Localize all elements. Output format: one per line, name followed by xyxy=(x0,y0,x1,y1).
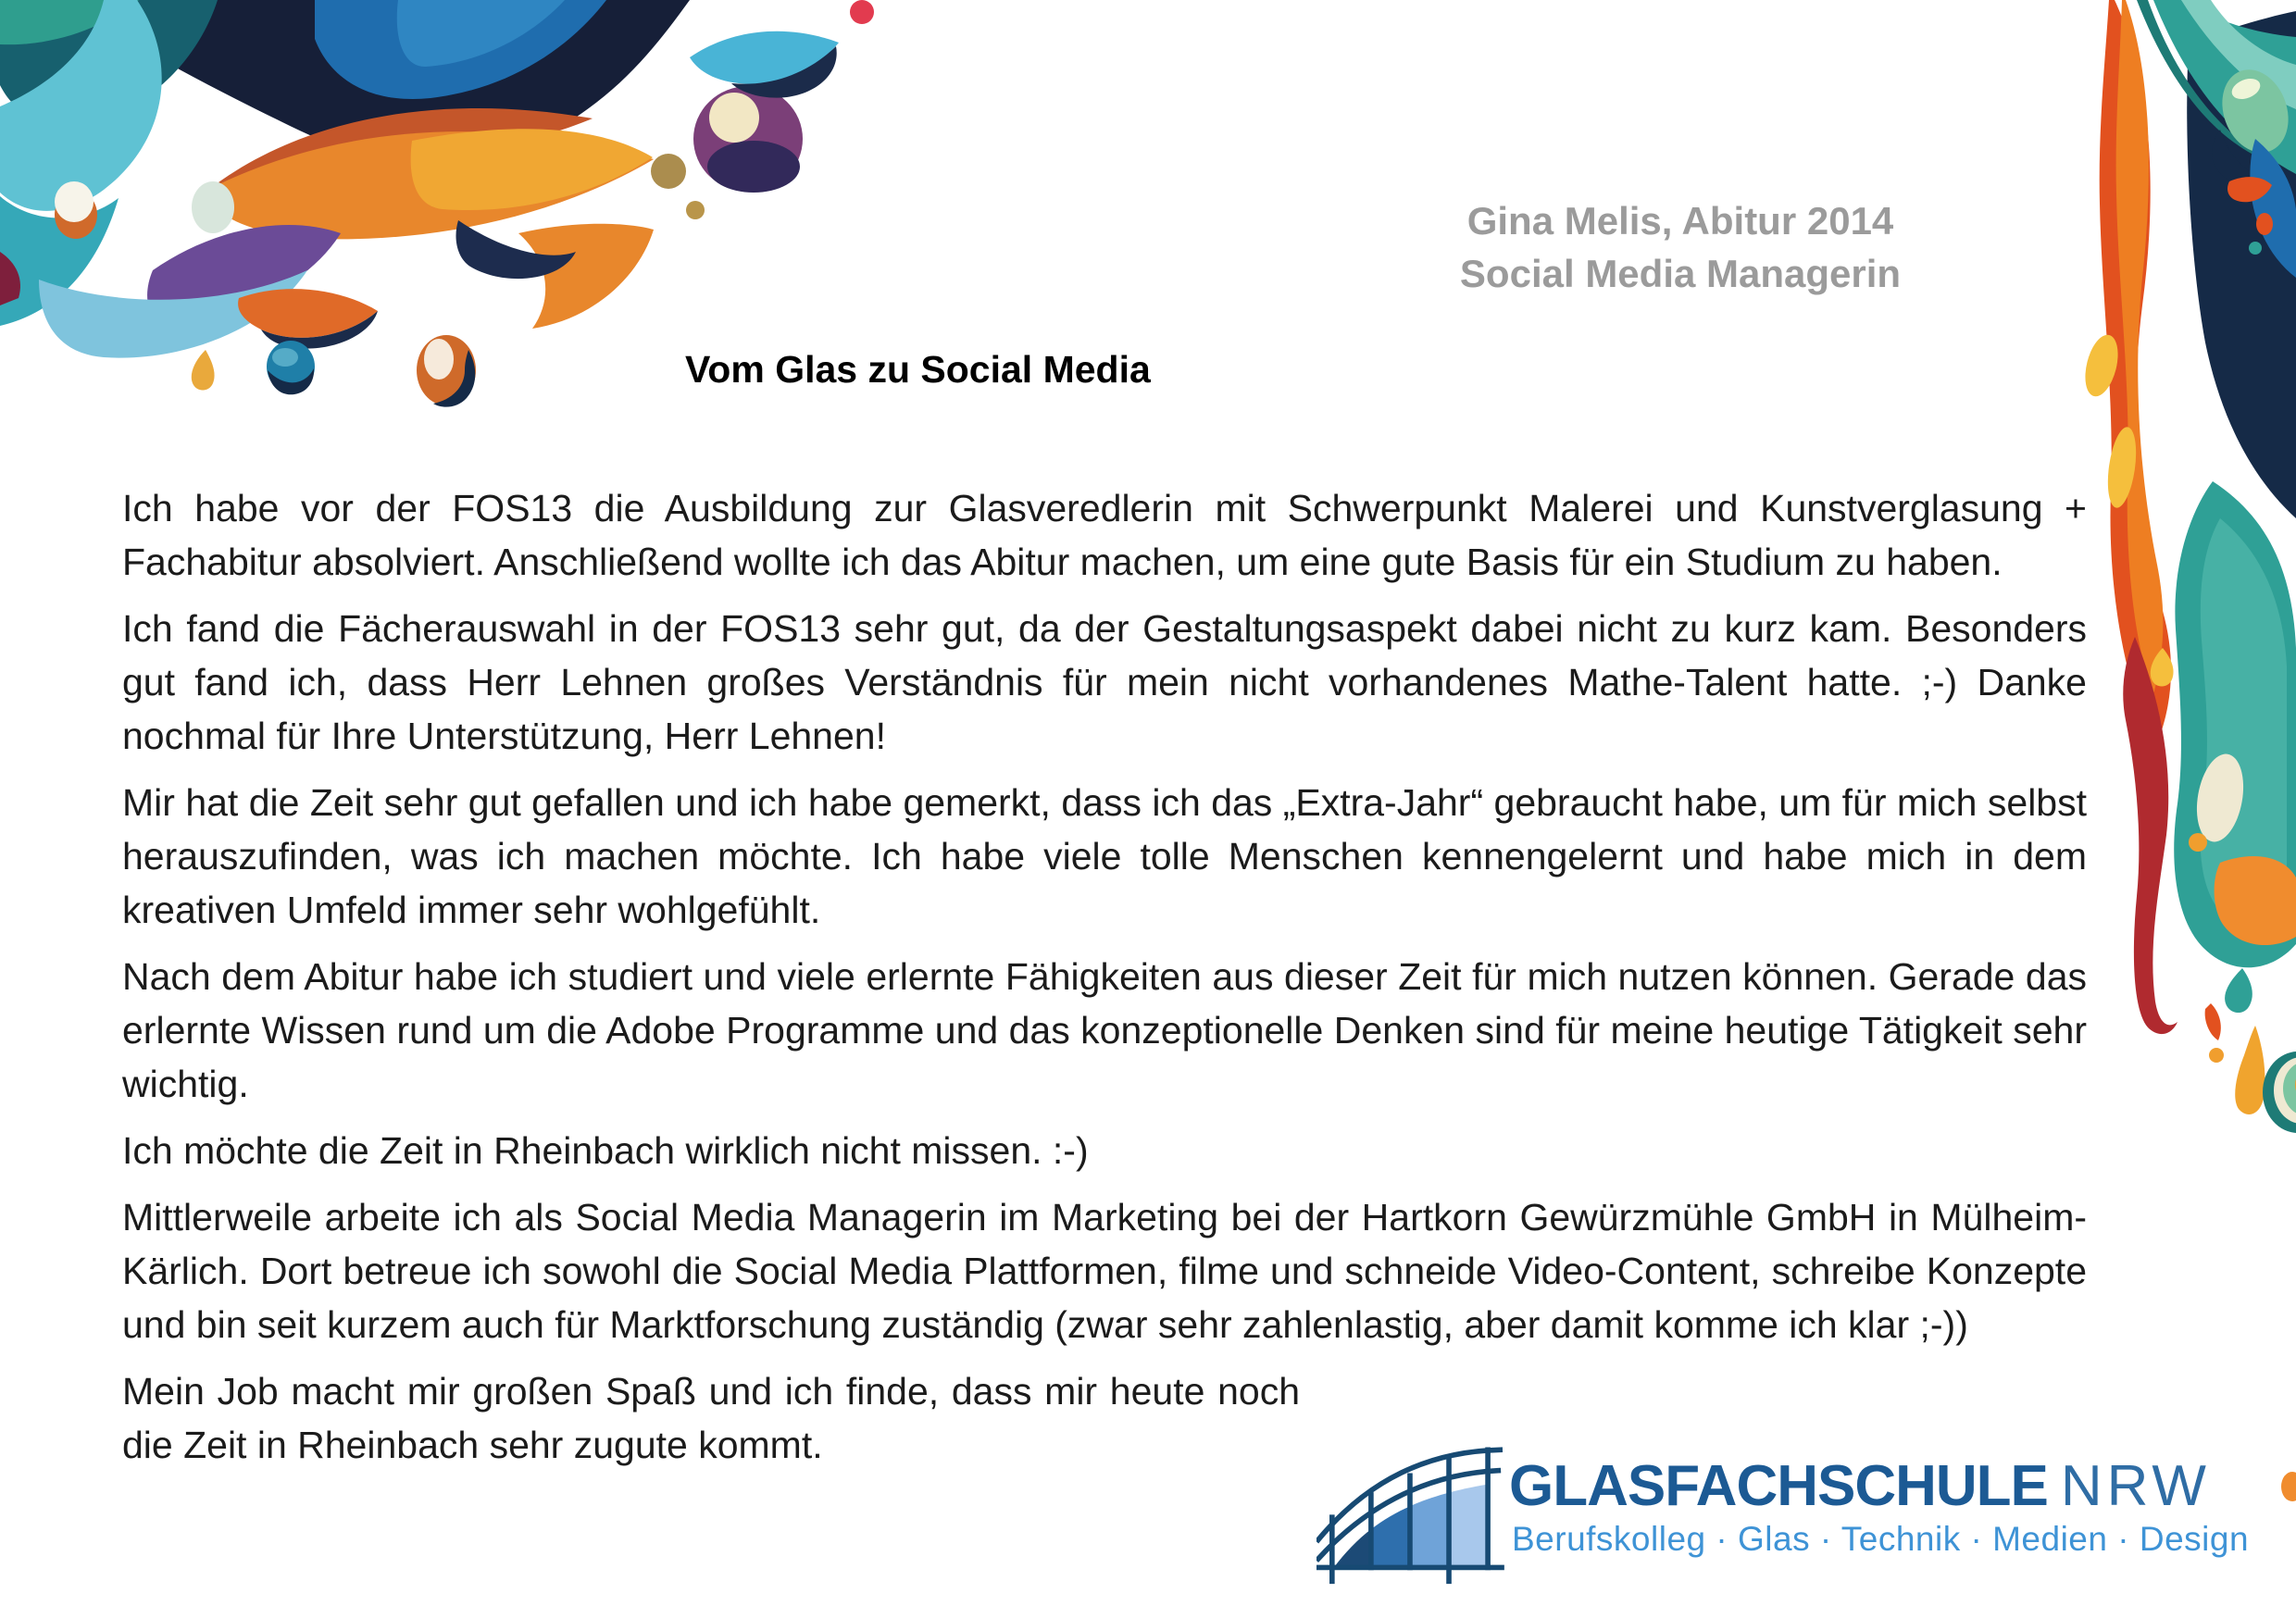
page-title: Vom Glas zu Social Media xyxy=(685,348,1151,391)
testimonial-paragraph: Nach dem Abitur habe ich studiert und viele erlernte Fähigkeiten aus dieser Zeit für mich nutzen können. Gerade das erlernte Wissen rund um die Adobe Programme und das konzeptionelle Denken sind für meine heutige Tätigkeit sehr wichtig. xyxy=(122,955,2087,1105)
glass-dome-icon xyxy=(1316,1435,1516,1592)
testimonial-paragraph: Ich fand die Fächerauswahl in der FOS13 sehr gut, da der Gestaltungsaspekt dabei nicht zu kurz kam. Besonders gut fand ich, dass Herr Lehnen großes Verständnis für mein nicht vorhandenes Mathe-Talent hatte. ;-) Danke nochmal für Ihre Unterstützung, Herr Lehnen! xyxy=(122,607,2087,757)
alumna-role: Social Media Managerin xyxy=(1459,252,1902,295)
alumna-name-and-year: Gina Melis, Abitur 2014 xyxy=(1466,199,1894,243)
testimonial-paragraph: Mir hat die Zeit sehr gut gefallen und ich habe gemerkt, dass ich das „Extra-Jahr“ gebraucht habe, um für mich selbst herauszufinden, was ich machen möchte. Ich habe viele tolle Menschen kennengelernt und habe mich in dem kreativen Umfeld immer sehr wohlgefühlt. xyxy=(122,781,2087,931)
testimonial-paragraph: Ich möchte die Zeit in Rheinbach wirklich nicht missen. :-) xyxy=(122,1129,1089,1172)
logo-wordmark xyxy=(1509,1453,2211,1519)
testimonial-paragraph: Mein Job macht mir großen Spaß und ich finde, dass mir heute noch die Zeit in Rheinbach sehr zugute kommt. xyxy=(122,1370,1300,1466)
alumna-header xyxy=(1421,194,1940,300)
testimonial-body xyxy=(122,481,2087,1485)
testimonial-paragraph: Ich habe vor der FOS13 die Ausbildung zur Glasveredlerin mit Schwerpunkt Malerei und Kunstverglasung + Fachabitur absolviert. Anschließend wollte ich das Abitur machen, um eine gute Basis für ein Studium zu haben. xyxy=(122,487,2087,583)
logo-region: NRW xyxy=(2060,1454,2211,1518)
logo-tagline: Berufskolleg · Glas · Technik · Medien · Design xyxy=(1512,1520,2250,1558)
testimonial-paragraph: Mittlerweile arbeite ich als Social Media Managerin im Marketing bei der Hartkorn Gewürzmühle GmbH in Mülheim-Kärlich. Dort betreue ich sowohl die Social Media Plattformen, filme und schneide Video-Content, schreibe Konzepte und bin seit kurzem auch für Marktforschung zuständig (zwar sehr zahlenlastig, aber damit komme ich klar ;-)) xyxy=(122,1196,2087,1346)
logo-name: GLASFACHSCHULE xyxy=(1509,1454,2048,1518)
school-logo xyxy=(1316,1431,2250,1593)
paint-swirl-right-icon xyxy=(2074,0,2296,1618)
